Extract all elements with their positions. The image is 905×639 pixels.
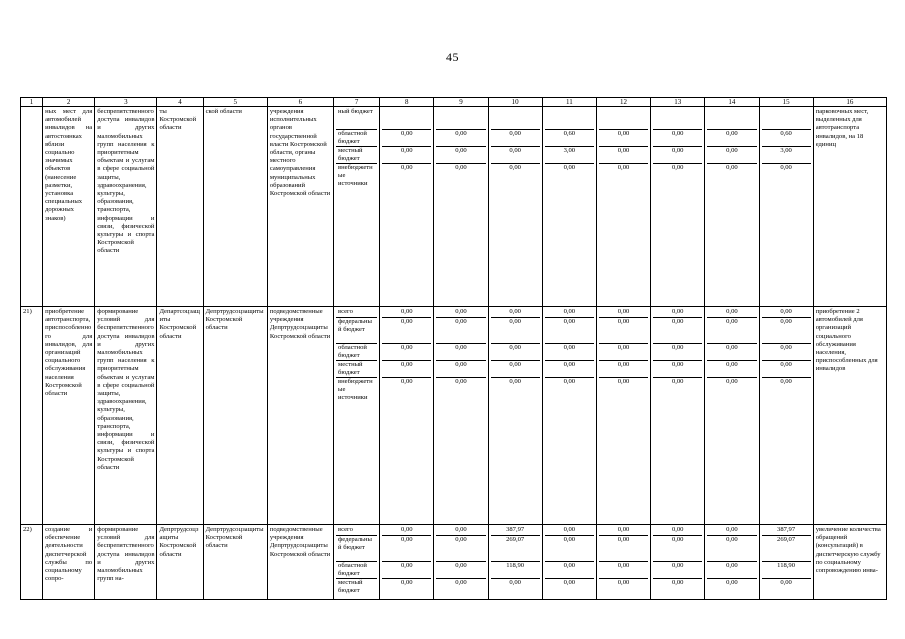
coordinator: Депртрудсоцзащиты Костромской области — [203, 307, 267, 525]
year-value-column — [759, 525, 813, 600]
header-cell: 5 — [203, 98, 267, 107]
funding-value: 0,00 — [707, 526, 756, 536]
funding-value: 0,00 — [599, 562, 648, 579]
year-value-column — [542, 307, 596, 525]
measure-name: ных мест для автомобилей инвалидов на автостоянках вблизи социально значимых объектов (нанесение разметки, установка специальных дорожных знаков) — [43, 107, 95, 307]
funding-source-label: местный бюджет — [336, 361, 377, 378]
funding-value: 0,00 — [653, 562, 702, 579]
funding-value: 0,00 — [491, 361, 540, 378]
year-value-column — [705, 525, 759, 600]
funding-value: 0,00 — [545, 344, 594, 361]
funding-value: 0,00 — [382, 526, 431, 536]
funding-value: 0,00 — [382, 361, 431, 378]
funding-value: 0,00 — [491, 308, 540, 318]
header-cell: 8 — [380, 98, 434, 107]
year-value-column — [759, 307, 813, 525]
funding-value: 0,00 — [436, 344, 485, 361]
funding-source-label: местный бюджет — [336, 147, 377, 164]
header-cell: 1 — [21, 98, 43, 107]
funding-value: 0,00 — [455, 164, 467, 171]
funding-value: 0,00 — [707, 147, 756, 164]
funding-value: 0,00 — [653, 361, 702, 378]
header-cell: 11 — [542, 98, 596, 107]
funding-value: 0,00 — [401, 378, 413, 385]
funding-value: 0,60 — [762, 130, 811, 147]
year-value-column — [705, 107, 759, 307]
funding-value: 0,00 — [707, 130, 756, 147]
funding-value: 0,00 — [599, 308, 648, 318]
funding-value: 0,00 — [617, 378, 630, 385]
funding-value — [599, 108, 648, 130]
funding-value: 0,00 — [707, 536, 756, 562]
funding-value: 0,00 — [401, 164, 413, 171]
funding-value: 269,07 — [491, 536, 540, 562]
funding-value: 0,00 — [762, 344, 811, 361]
funding-value: 0,60 — [545, 130, 594, 147]
funding-value: 0,00 — [707, 318, 756, 344]
funding-value: 0,00 — [455, 378, 467, 385]
funding-value: 3,00 — [762, 147, 811, 164]
header-cell: 14 — [705, 98, 759, 107]
funding-value: 118,90 — [762, 562, 811, 579]
year-value-column — [651, 307, 705, 525]
header-cell: 16 — [813, 98, 886, 107]
responsible-executor: Депртрудсоцзащиты Костромской области — [157, 525, 203, 600]
table-row — [21, 525, 887, 600]
year-value-column — [380, 525, 434, 600]
coordinator: Депртрудсоцзащиты Костромской области — [203, 525, 267, 600]
measure-goal: формирование условий для беспрепятственного доступа инвалидов и других маломобильных групп населения к приоритетным объектам и услугам в сфере социальной защиты, здравоохранения, культуры, образования, транспорта, информации и связи, физической культуры и спорта Костромской области — [95, 307, 157, 525]
funding-value: 387,97 — [491, 526, 540, 536]
funding-value: 0,00 — [780, 378, 792, 385]
funding-value: 0,00 — [762, 361, 811, 378]
funding-value: 0,00 — [653, 344, 702, 361]
header-cell: 9 — [434, 98, 488, 107]
responsible-executor: ты Костромской области — [157, 107, 203, 307]
funding-value: 0,00 — [491, 147, 540, 164]
header-cell: 13 — [651, 98, 705, 107]
header-cell: 2 — [43, 98, 95, 107]
funding-value: 0,00 — [617, 164, 630, 171]
funding-value: 0,00 — [401, 579, 413, 586]
year-value-column — [380, 307, 434, 525]
year-value-column — [596, 525, 650, 600]
funding-value: 0,00 — [653, 536, 702, 562]
funding-value — [382, 108, 431, 130]
funding-value: 0,00 — [563, 378, 576, 385]
page-number: 45 — [446, 50, 459, 64]
funding-value: 0,00 — [382, 536, 431, 562]
year-value-column — [596, 107, 650, 307]
funding-value: 0,00 — [509, 579, 521, 586]
funding-value: 0,00 — [653, 308, 702, 318]
funding-value: 0,00 — [382, 147, 431, 164]
funding-source-label: местный бюджет — [338, 579, 363, 595]
funding-sources — [334, 107, 380, 307]
participants: подведомственные учреждения Депртрудсоцзащиты Костромской области — [267, 307, 333, 525]
funding-value — [436, 108, 485, 130]
measure-goal: беспрепятственного доступа инвалидов и других маломобильных групп населения к приоритетным объектам и услугам в сфере социальной защиты, здравоохранения, культуры, образования, транспорта, информации и связи, физической культуры и спорта Костромской области — [95, 107, 157, 307]
funding-value: 0,00 — [491, 130, 540, 147]
funding-value: 0,00 — [653, 318, 702, 344]
funding-value: 0,00 — [455, 579, 467, 586]
coordinator: ской области — [203, 107, 267, 307]
funding-source-label: всего — [336, 308, 377, 318]
funding-value: 0,00 — [780, 579, 792, 586]
year-value-column — [759, 107, 813, 307]
funding-source-label: ный бюджет — [336, 108, 377, 130]
expected-result: приобретение 2 автомобилей для организаций социального обслуживания населения, приспособленных для инвалидов — [813, 307, 886, 525]
funding-value — [762, 108, 811, 130]
funding-value: 0,00 — [545, 562, 594, 579]
measure-name: приобретение автотранспорта, приспособленного для инвалидов, для организаций социального обслуживания населения Костромской области — [43, 307, 95, 525]
funding-value: 0,00 — [653, 147, 702, 164]
funding-value: 0,00 — [436, 318, 485, 344]
funding-value: 118,90 — [491, 562, 540, 579]
header-cell: 10 — [488, 98, 542, 107]
funding-value: 0,00 — [707, 361, 756, 378]
funding-value: 0,00 — [436, 130, 485, 147]
year-value-column — [380, 107, 434, 307]
funding-value: 0,00 — [509, 378, 521, 385]
funding-value: 0,00 — [599, 147, 648, 164]
row-number: 22) — [21, 525, 43, 600]
funding-value: 0,00 — [599, 526, 648, 536]
funding-value: 0,00 — [436, 147, 485, 164]
funding-value: 0,00 — [382, 130, 431, 147]
funding-value: 0,00 — [599, 130, 648, 147]
header-cell: 12 — [596, 98, 650, 107]
year-value-column — [488, 307, 542, 525]
funding-sources — [334, 525, 380, 600]
funding-value: 0,00 — [726, 378, 738, 385]
program-table — [20, 97, 887, 600]
year-value-column — [542, 107, 596, 307]
funding-value: 0,00 — [726, 164, 738, 171]
funding-value: 0,00 — [780, 164, 792, 171]
funding-value: 0,00 — [599, 344, 648, 361]
participants: подведомственные учреждения Депртрудсоцзащиты Костромской области — [267, 525, 333, 600]
funding-value: 0,00 — [653, 130, 702, 147]
funding-source-label: федеральный бюджет — [336, 536, 377, 562]
funding-value: 0,00 — [491, 344, 540, 361]
funding-value: 0,00 — [707, 562, 756, 579]
funding-source-label: внебюджетные источники — [338, 164, 373, 188]
funding-value: 0,00 — [545, 361, 594, 378]
funding-value: 0,00 — [707, 308, 756, 318]
row-number: 21) — [21, 307, 43, 525]
header-cell: 6 — [267, 98, 333, 107]
funding-value: 269,07 — [762, 536, 811, 562]
funding-source-label: всего — [336, 526, 377, 536]
participants: учреждения исполнительных органов государственной власти Костромской области, органы местного самоуправления муниципальных образований Костромской области — [267, 107, 333, 307]
year-value-column — [434, 525, 488, 600]
funding-value: 0,00 — [545, 526, 594, 536]
header-cell: 3 — [95, 98, 157, 107]
funding-source-label: федеральный бюджет — [336, 318, 377, 344]
funding-value: 0,00 — [545, 318, 594, 344]
header-cell: 15 — [759, 98, 813, 107]
funding-value: 0,00 — [436, 536, 485, 562]
funding-value: 0,00 — [762, 308, 811, 318]
funding-value: 0,00 — [382, 344, 431, 361]
responsible-executor: Департсоцзащиты Костромской области — [157, 307, 203, 525]
year-value-column — [488, 525, 542, 600]
funding-value: 0,00 — [563, 579, 576, 586]
funding-value: 0,00 — [491, 318, 540, 344]
year-value-column — [651, 107, 705, 307]
column-number-row — [21, 98, 887, 107]
year-value-column — [434, 107, 488, 307]
funding-value — [707, 108, 756, 130]
year-value-column — [596, 307, 650, 525]
funding-value: 0,00 — [545, 308, 594, 318]
funding-value: 387,97 — [762, 526, 811, 536]
header-cell: 4 — [157, 98, 203, 107]
funding-sources — [334, 307, 380, 525]
table-row — [21, 107, 887, 307]
funding-source-label: областной бюджет — [336, 130, 377, 147]
year-value-column — [542, 525, 596, 600]
funding-value: 0,00 — [762, 318, 811, 344]
year-value-column — [434, 307, 488, 525]
funding-source-label: внебюджетные источники — [338, 378, 373, 402]
funding-value: 0,00 — [509, 164, 521, 171]
funding-value: 0,00 — [726, 579, 738, 586]
funding-source-label: областной бюджет — [336, 344, 377, 361]
row-number — [21, 107, 43, 307]
funding-value: 0,00 — [382, 308, 431, 318]
funding-value: 0,00 — [382, 562, 431, 579]
funding-value: 0,00 — [617, 579, 630, 586]
funding-value: 0,00 — [599, 361, 648, 378]
funding-value — [653, 108, 702, 130]
funding-value: 0,00 — [382, 318, 431, 344]
funding-value: 3,00 — [545, 147, 594, 164]
funding-value: 0,00 — [436, 526, 485, 536]
header-cell: 7 — [334, 98, 380, 107]
funding-value: 0,00 — [653, 526, 702, 536]
expected-result: парковочных мест, выделенных для автотранспорта инвалидов, на 18 единиц — [813, 107, 886, 307]
funding-value: 0,00 — [436, 361, 485, 378]
funding-value: 0,00 — [563, 164, 576, 171]
funding-value: 0,00 — [671, 579, 684, 586]
funding-value: 0,00 — [436, 308, 485, 318]
funding-value: 0,00 — [599, 318, 648, 344]
funding-source-label: областной бюджет — [336, 562, 377, 579]
funding-value — [491, 108, 540, 130]
year-value-column — [651, 525, 705, 600]
funding-value: 0,00 — [671, 378, 684, 385]
measure-goal: формирование условий для беспрепятственного доступа инвалидов и других маломобильных групп на- — [95, 525, 157, 600]
year-value-column — [488, 107, 542, 307]
table-row — [21, 307, 887, 525]
funding-value: 0,00 — [671, 164, 684, 171]
measure-name: создание и обеспечение деятельности диспетчерской службы по социальному сопро- — [43, 525, 95, 600]
funding-value: 0,00 — [436, 562, 485, 579]
funding-value: 0,00 — [599, 536, 648, 562]
funding-value — [545, 108, 594, 130]
expected-result: увеличение количества обращений (консультаций) в диспетчерскую службу по социальному сопровождению инва- — [813, 525, 886, 600]
year-value-column — [705, 307, 759, 525]
funding-value: 0,00 — [707, 344, 756, 361]
funding-value: 0,00 — [545, 536, 594, 562]
